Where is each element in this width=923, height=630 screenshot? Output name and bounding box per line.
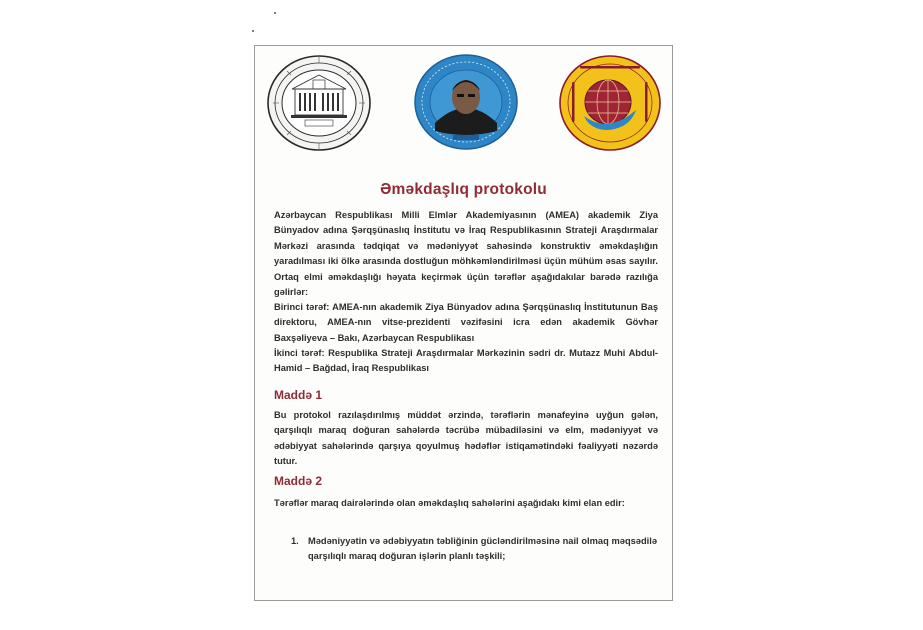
globe-emblem-icon	[558, 54, 662, 152]
list-item-number: 1.	[291, 536, 299, 546]
article-1-heading: Maddə 1	[274, 388, 323, 402]
list-item-text: Mədəniyyətin və ədəbiyyatın təbliğinin gücləndirilməsinə nail olmaq məqsədilə qarşılıqlı maraq doğuran işlərin planlı təşkili;	[308, 536, 657, 562]
logo-row	[255, 46, 672, 161]
first-party-paragraph: Birinci tərəf: AMEA-nın akademik Ziya Bünyadov adına Şərqşünaslıq İnstitutunun Baş direktoru, AMEA-nın vitse-prezidenti vəzifəsini icra edən akademik Gövhər Baxşəliyeva – Bakı, Azərbaycan Respublikası	[274, 302, 658, 343]
document-page	[254, 45, 673, 601]
intro-paragraph: Azərbaycan Respublikası Milli Elmlər Akademiyasının (AMEA) akademik Ziya Bünyadov adına Şərqşünaslıq İnstitutu və İraq Respublikasının Strateji Araşdırmalar Mərkəzi arasında tədqiqat və mədəniyyət sahəsində konstruktiv əməkdaşlığın yaradılması iki ölkə arasında dostluğun möhkəmləndirilməsi üçün mühüm əsas sayılır. Ortaq elmi əməkdaşlığı həyata keçirmək üçün tərəflər aşağıdakılar barədə razılığa gəlirlər:	[274, 210, 658, 298]
second-party-paragraph: İkinci tərəf: Respublika Strateji Araşdırmalar Mərkəzinin sədri dr. Mutazz Muhi Abdul-Hamid – Bağdad, İraq Respublikası	[274, 348, 658, 374]
article-2-paragraph: Tərəflər maraq dairələrində olan əməkdaşlıq sahələrini aşağıdakı kimi elan edir:	[274, 498, 625, 508]
article-1-paragraph: Bu protokol razılaşdırılmış müddət ərzində, tərəflərin mənafeyinə uyğun gələn, qarşılıqlı maraq doğuran sahələrdə təcrübə mübadiləsini və elm, mədəniyyət və ədəbiyyat sahələrində qarşıya qoyulmuş hədəflər istiqamətindəki fəaliyyəti nəzərdə tutur.	[274, 410, 658, 467]
academy-seal-icon	[265, 53, 373, 153]
article-2-heading: Maddə 2	[274, 474, 323, 488]
scan-speck	[252, 30, 254, 32]
scan-speck	[274, 12, 276, 14]
portrait-medallion-icon	[413, 53, 519, 151]
document-title: Əməkdaşlıq protokolu	[380, 181, 547, 198]
list-item	[291, 534, 657, 565]
